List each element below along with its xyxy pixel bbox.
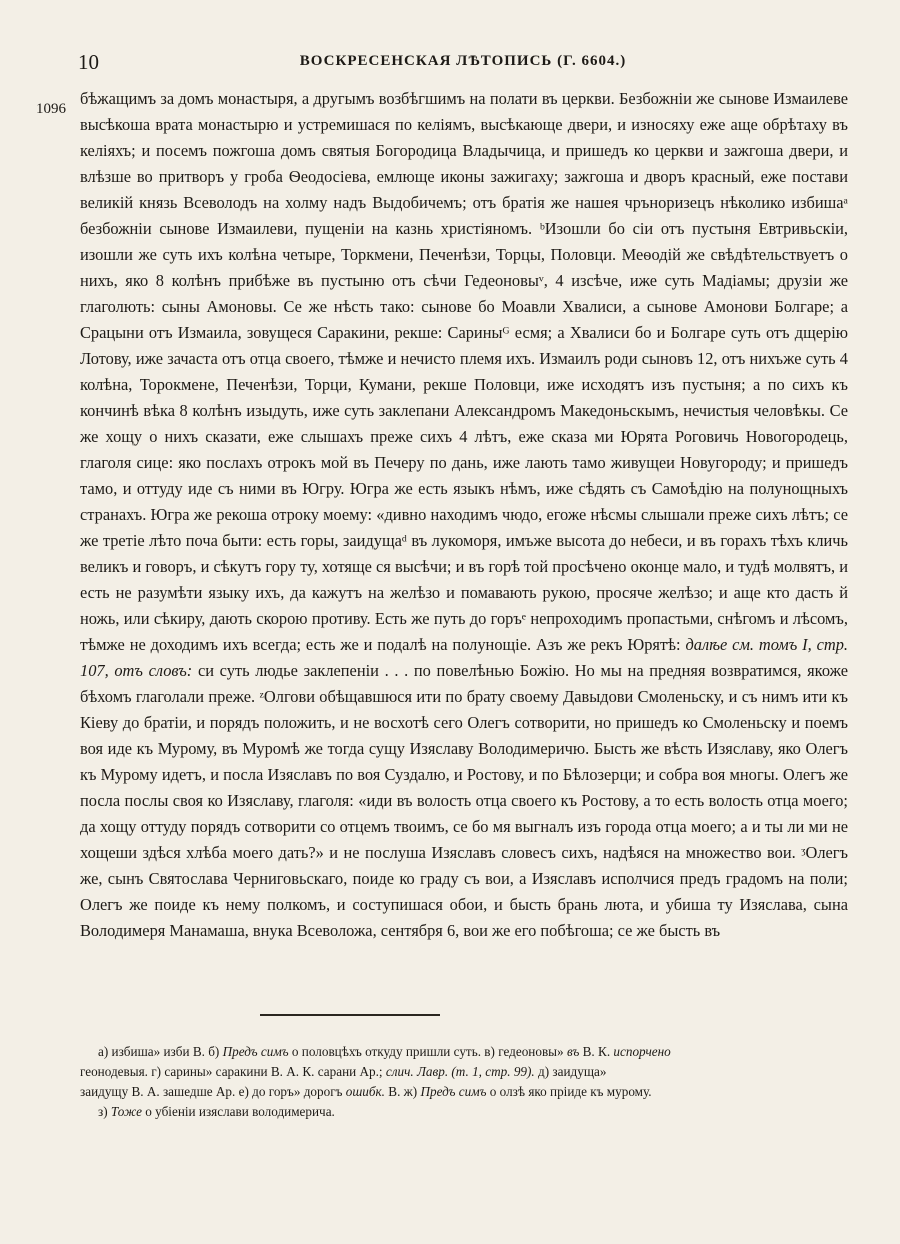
footnote-italic: слич. Лавр. (т. 1, стр. 99). xyxy=(385,1064,535,1079)
footnote-text: геонодевыя. г) сарины» саракини В. А. К. сарани Ар.; xyxy=(80,1064,383,1079)
footnote-italic: испорчено xyxy=(613,1044,671,1059)
footnote-text: о половцѣхъ откуду пришли суть. в) гедеоновы» xyxy=(291,1044,564,1059)
page-header xyxy=(78,50,848,80)
footnote-text: д) заидуща» xyxy=(538,1064,607,1079)
footnote-line xyxy=(80,1042,848,1062)
footnote-text: о олзѣ яко пріиде къ мурому. xyxy=(489,1084,652,1099)
footnote-text: изби В. б) xyxy=(163,1044,220,1059)
footnote-line xyxy=(80,1102,848,1122)
footnote-text: з) xyxy=(98,1104,108,1119)
footnote-italic: Тоже xyxy=(110,1104,142,1119)
footnote-italic: въ xyxy=(566,1044,580,1059)
text-part-1: бѣжащимъ за домъ монастыря, а другымъ возбѣгшимъ на полати въ церкви. Безбожніи же сынове Измаилеве высѣкоша врата монастырю и устремишася по келіямъ, высѣкающе двери, и износяху еже аще обрѣтаху въ келіяхъ; и посемъ пожгоша домъ святыя Богородица Владычица, и пришедъ ко церкви и зажгоша двери, и влѣзше во притворъ у гроба Ѳеодосіева, емлюще иконы зажигаху; зажгоша и дворъ красный, еже постави великій князь Всеволодъ на холму надъ Выдобичемъ; отъ братія же нашея чръноризецъ нѣколико избишаᵃ безбожніи сынове Измаилеви, пущеніи на казнь христіяномъ. ᵇИзошли бо сіи отъ пустыня Евтривьскіи, изошли же суть ихъ колѣна четыре, Торкмени, Печенѣзи, Торцы, Половци. Меѳодій же свѣдѣтельствуетъ о нихъ, яко 8 колѣнъ прибѣже въ пустыню отъ сѣчи Гедеоновыᵛ, 4 изсѣче, иже суть Мадіамы; друзіи же глаголють: сыны Амоновы. Се же нѣсть тако: сынове бо Моавли Хвалиси, а сынове Амонови Болгаре; а Срацыни отъ Измаила, зовущеся Саракини, рекше: Сариныᴳ есмя; а Хвалиси бо и Болгаре суть отъ дщерію Лотову, иже зачаста отъ отца своего, тѣмже и нечисто племя ихъ. Измаилъ роди сыновъ 12, отъ нихъже суть 4 колѣна, Торокмене, Печенѣзи, Торци, Кумани, рекше Половци, иже исходятъ изъ пустыня; а по сихъ къ кончинѣ вѣка 8 колѣнъ изыдуть, иже суть заклепани Александромъ Македоньскымъ, нечистыя человѣкы. Се же хощу о нихъ сказати, еже слышахъ преже сихъ 4 лѣтъ, еже сказа ми Юрята Роговичь Новогородець, глаголя сице: яко послахъ отрокъ мой въ Печеру по дань, иже лають тамо живущеи Новугороду; и пришедъ тамо, и оттуду иде съ ними въ Югру. Югра же есть языкъ нѣмъ, иже сѣдять съ Самоѣдію на полунощныхъ странахъ. Югра же рекоша отроку моему: «дивно находимъ чюдо, егоже нѣсмы слышали преже сихъ лѣтъ; се же третіе лѣто поча быти: есть горы, заидущаᵈ въ лукоморя, имъже высота до небеси, и въ горахъ тѣхъ кличь великъ и говоръ, и сѣкутъ гору ту, хотяще ся высѣчи; и въ горѣ той просѣчено оконце мало, и тудѣ молвятъ, и есть не разумѣти языку ихъ, да кажутъ на желѣзо и помавають рукою, просяче желѣзо; и аще кто дасть й ножь, или сѣкиру, дають скорою противу. Есть же путь до горъᵉ непроходимъ пропастьми, снѣгомъ и лѣсомъ, тѣмже не доходимъ ихъ всегда; есть же и подалѣ на полунощіе. Азъ же рекъ Юрятѣ: xyxy=(80,89,848,654)
footnote-text: а) избиша» xyxy=(98,1044,161,1059)
footnote-italic: ошибк. xyxy=(345,1084,385,1099)
footnote-text: о убіеніи изяслави володимерича. xyxy=(145,1104,335,1119)
footnote-divider xyxy=(260,1014,440,1016)
editorial-note: далѣе см. томъ I, стр. 107, отъ словъ: xyxy=(80,635,848,680)
footnotes xyxy=(80,1042,848,1122)
chronicle-text xyxy=(80,86,848,944)
margin-year: 1096 xyxy=(36,101,66,117)
chronicle-paragraph xyxy=(80,86,848,944)
footnote-line xyxy=(80,1082,848,1102)
footnote-text: заидущу В. А. зашедше Ар. е) до горъ» дорогъ xyxy=(80,1084,343,1099)
footnote-text: В. К. xyxy=(582,1044,611,1059)
running-title: ВОСКРЕСЕНСКАЯ ЛѢТОПИСЬ (Г. 6604.) xyxy=(299,53,627,69)
footnote-italic: Предъ симъ xyxy=(222,1044,289,1059)
text-part-2: си суть людье заклепеніи . . . по повелѣнью Божію. Но мы на предняя возвратимся, якоже бѣхомъ глаголали преже. ᶻОлгови обѣщавшюся ити по брату своему Давыдови Смоленьску, и съ нимъ ити къ Кіеву до братіи, и порядъ положить, и не восхотѣ сего Олегъ сотворити, но пришедъ ко Смоленьску и поемъ воя иде къ Мурому, въ Муромѣ же тогда сущу Изяславу Володимеричю. Бысть же вѣсть Изяславу, яко Олегъ къ Мурому идетъ, и посла Изяславъ по воя Суздалю, и Ростову, и по Бѣлозерци; и собра воя многы. Олегъ же посла послы своя ко Изяславу, глаголя: «иди въ волость отца своего къ Ростову, а то есть волость отца моего; да хощу оттуду порядъ сотворити со отцемъ твоимъ, се бо мя выгналъ изъ города отца моего; а и ты ли ми не хощеши здѣся хлѣба моего дать?» и не послуша Изяславъ словесъ сихъ, надѣяся на множество вои. ᶾОлегъ же, сынъ Святослава Черниговьскаго, поиде ко граду съ вои, а Изяславъ исполчися предъ градомъ на поли; Олегъ же поиде къ нему полкомъ, и соступишася обои, и бысть брань люта, и убиша ту Изяслава, сына Володимеря Манамаша, внука Всеволожа, сентября 6, вои же его побѣгоша; се же бысть въ xyxy=(80,661,848,940)
footnote-text: В. ж) xyxy=(388,1084,418,1099)
page-number: 10 xyxy=(78,50,99,74)
footnote-line xyxy=(80,1062,848,1082)
footnote-italic: Предъ симъ xyxy=(420,1084,487,1099)
